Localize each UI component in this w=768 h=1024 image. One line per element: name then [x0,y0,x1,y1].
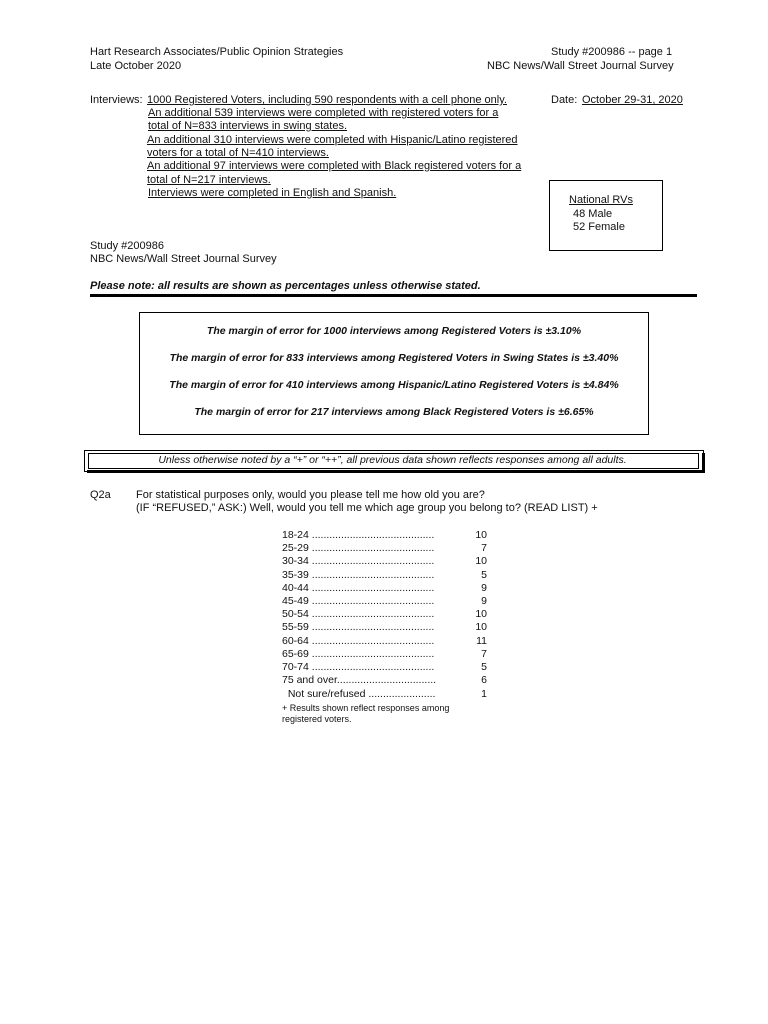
age-group-label: 75 and over.................................. [282,674,437,686]
survey-name: NBC News/Wall Street Journal Survey [487,60,674,72]
interviews-line: An additional 539 interviews were completed with registered voters for a [148,107,499,119]
interviews-label: Interviews: [90,94,143,106]
age-group-label: 18-24 .......................................... [282,529,435,541]
date-label: Date: [551,94,578,106]
age-group-label: 45-49 .......................................... [282,595,435,607]
age-group-value: 5 [481,661,487,673]
adults-note-shadow [87,470,705,473]
study-number: Study #200986 [90,240,165,252]
table-row [282,582,487,595]
table-row [282,648,487,661]
age-group-label: 35-39 .......................................... [282,569,435,581]
interviews-line: total of N=833 interviews in swing states. [148,120,348,132]
age-group-value: 5 [481,569,487,581]
table-row [282,674,487,687]
age-group-value: 11 [476,635,487,647]
age-group-label: 25-29 .......................................... [282,542,435,554]
national-rvs-female: 52 Female [573,221,625,233]
footnote: + Results shown reflect responses among [282,703,450,713]
age-group-value: 9 [481,582,487,594]
table-row [282,569,487,582]
national-rvs-title: National RVs [569,194,633,206]
age-group-label: 40-44 .......................................... [282,582,435,594]
footnote: registered voters. [282,714,352,724]
age-group-value: 1 [481,688,487,700]
age-group-value: 6 [481,674,487,686]
age-group-label: 30-34 .......................................... [282,555,435,567]
margin-of-error-box [139,312,649,435]
study-page-label: Study #200986 -- page 1 [551,46,673,58]
table-row [282,688,487,701]
question-id: Q2a [90,489,111,501]
table-row [282,542,487,555]
table-row [282,555,487,568]
interviews-line: An additional 97 interviews were completed with Black registered voters for a [147,160,522,172]
age-group-label: Not sure/refused ....................... [282,688,436,700]
margin-of-error-line: The margin of error for 410 interviews among Hispanic/Latino Registered Voters is ±4.84% [169,379,619,391]
age-group-value: 10 [475,621,487,633]
age-group-value: 10 [475,608,487,620]
national-rvs-male: 48 Male [573,208,613,220]
report-date: Late October 2020 [90,60,182,72]
interviews-line: 1000 Registered Voters, including 590 respondents with a cell phone only. [147,94,507,106]
margin-of-error-line: The margin of error for 1000 interviews among Registered Voters is ±3.10% [206,325,582,337]
age-group-value: 7 [481,648,487,660]
question-text: For statistical purposes only, would you please tell me how old you are? [136,489,485,501]
age-group-label: 60-64 .......................................... [282,635,435,647]
margin-of-error-line: The margin of error for 833 interviews among Registered Voters in Swing States is ±3.40% [169,352,619,364]
date-value: October 29-31, 2020 [582,94,683,106]
adults-note: Unless otherwise noted by a “+” or “++”, all previous data shown reflects responses among all adults. [158,454,627,466]
question-followup: (IF “REFUSED,” ASK:) Well, would you tell me which age group you belong to? (READ LIST) + [136,502,598,514]
study-survey-name: NBC News/Wall Street Journal Survey [90,253,277,265]
age-group-value: 7 [481,542,487,554]
please-note: Please note: all results are shown as percentages unless otherwise stated. [90,280,481,292]
table-row [282,608,487,621]
table-row [282,529,487,542]
margin-of-error-line: The margin of error for 217 interviews among Black Registered Voters is ±6.65% [194,406,594,418]
interviews-line: total of N=217 interviews. [147,174,271,186]
interviews-line: Interviews were completed in English and Spanish. [148,187,397,199]
age-group-value: 10 [475,529,487,541]
age-group-label: 70-74 .......................................... [282,661,435,673]
age-group-value: 10 [475,555,487,567]
age-group-label: 55-59 .......................................... [282,621,435,633]
age-group-label: 65-69 .......................................... [282,648,435,660]
organization-name: Hart Research Associates/Public Opinion Strategies [90,46,344,58]
table-row [282,661,487,674]
interviews-line: An additional 310 interviews were completed with Hispanic/Latino registered [147,134,518,146]
interviews-line: voters for a total of N=410 interviews. [147,147,329,159]
section-divider [90,294,697,297]
age-group-value: 9 [481,595,487,607]
table-row [282,621,487,634]
table-row [282,635,487,648]
table-row [282,595,487,608]
age-group-label: 50-54 .......................................... [282,608,435,620]
